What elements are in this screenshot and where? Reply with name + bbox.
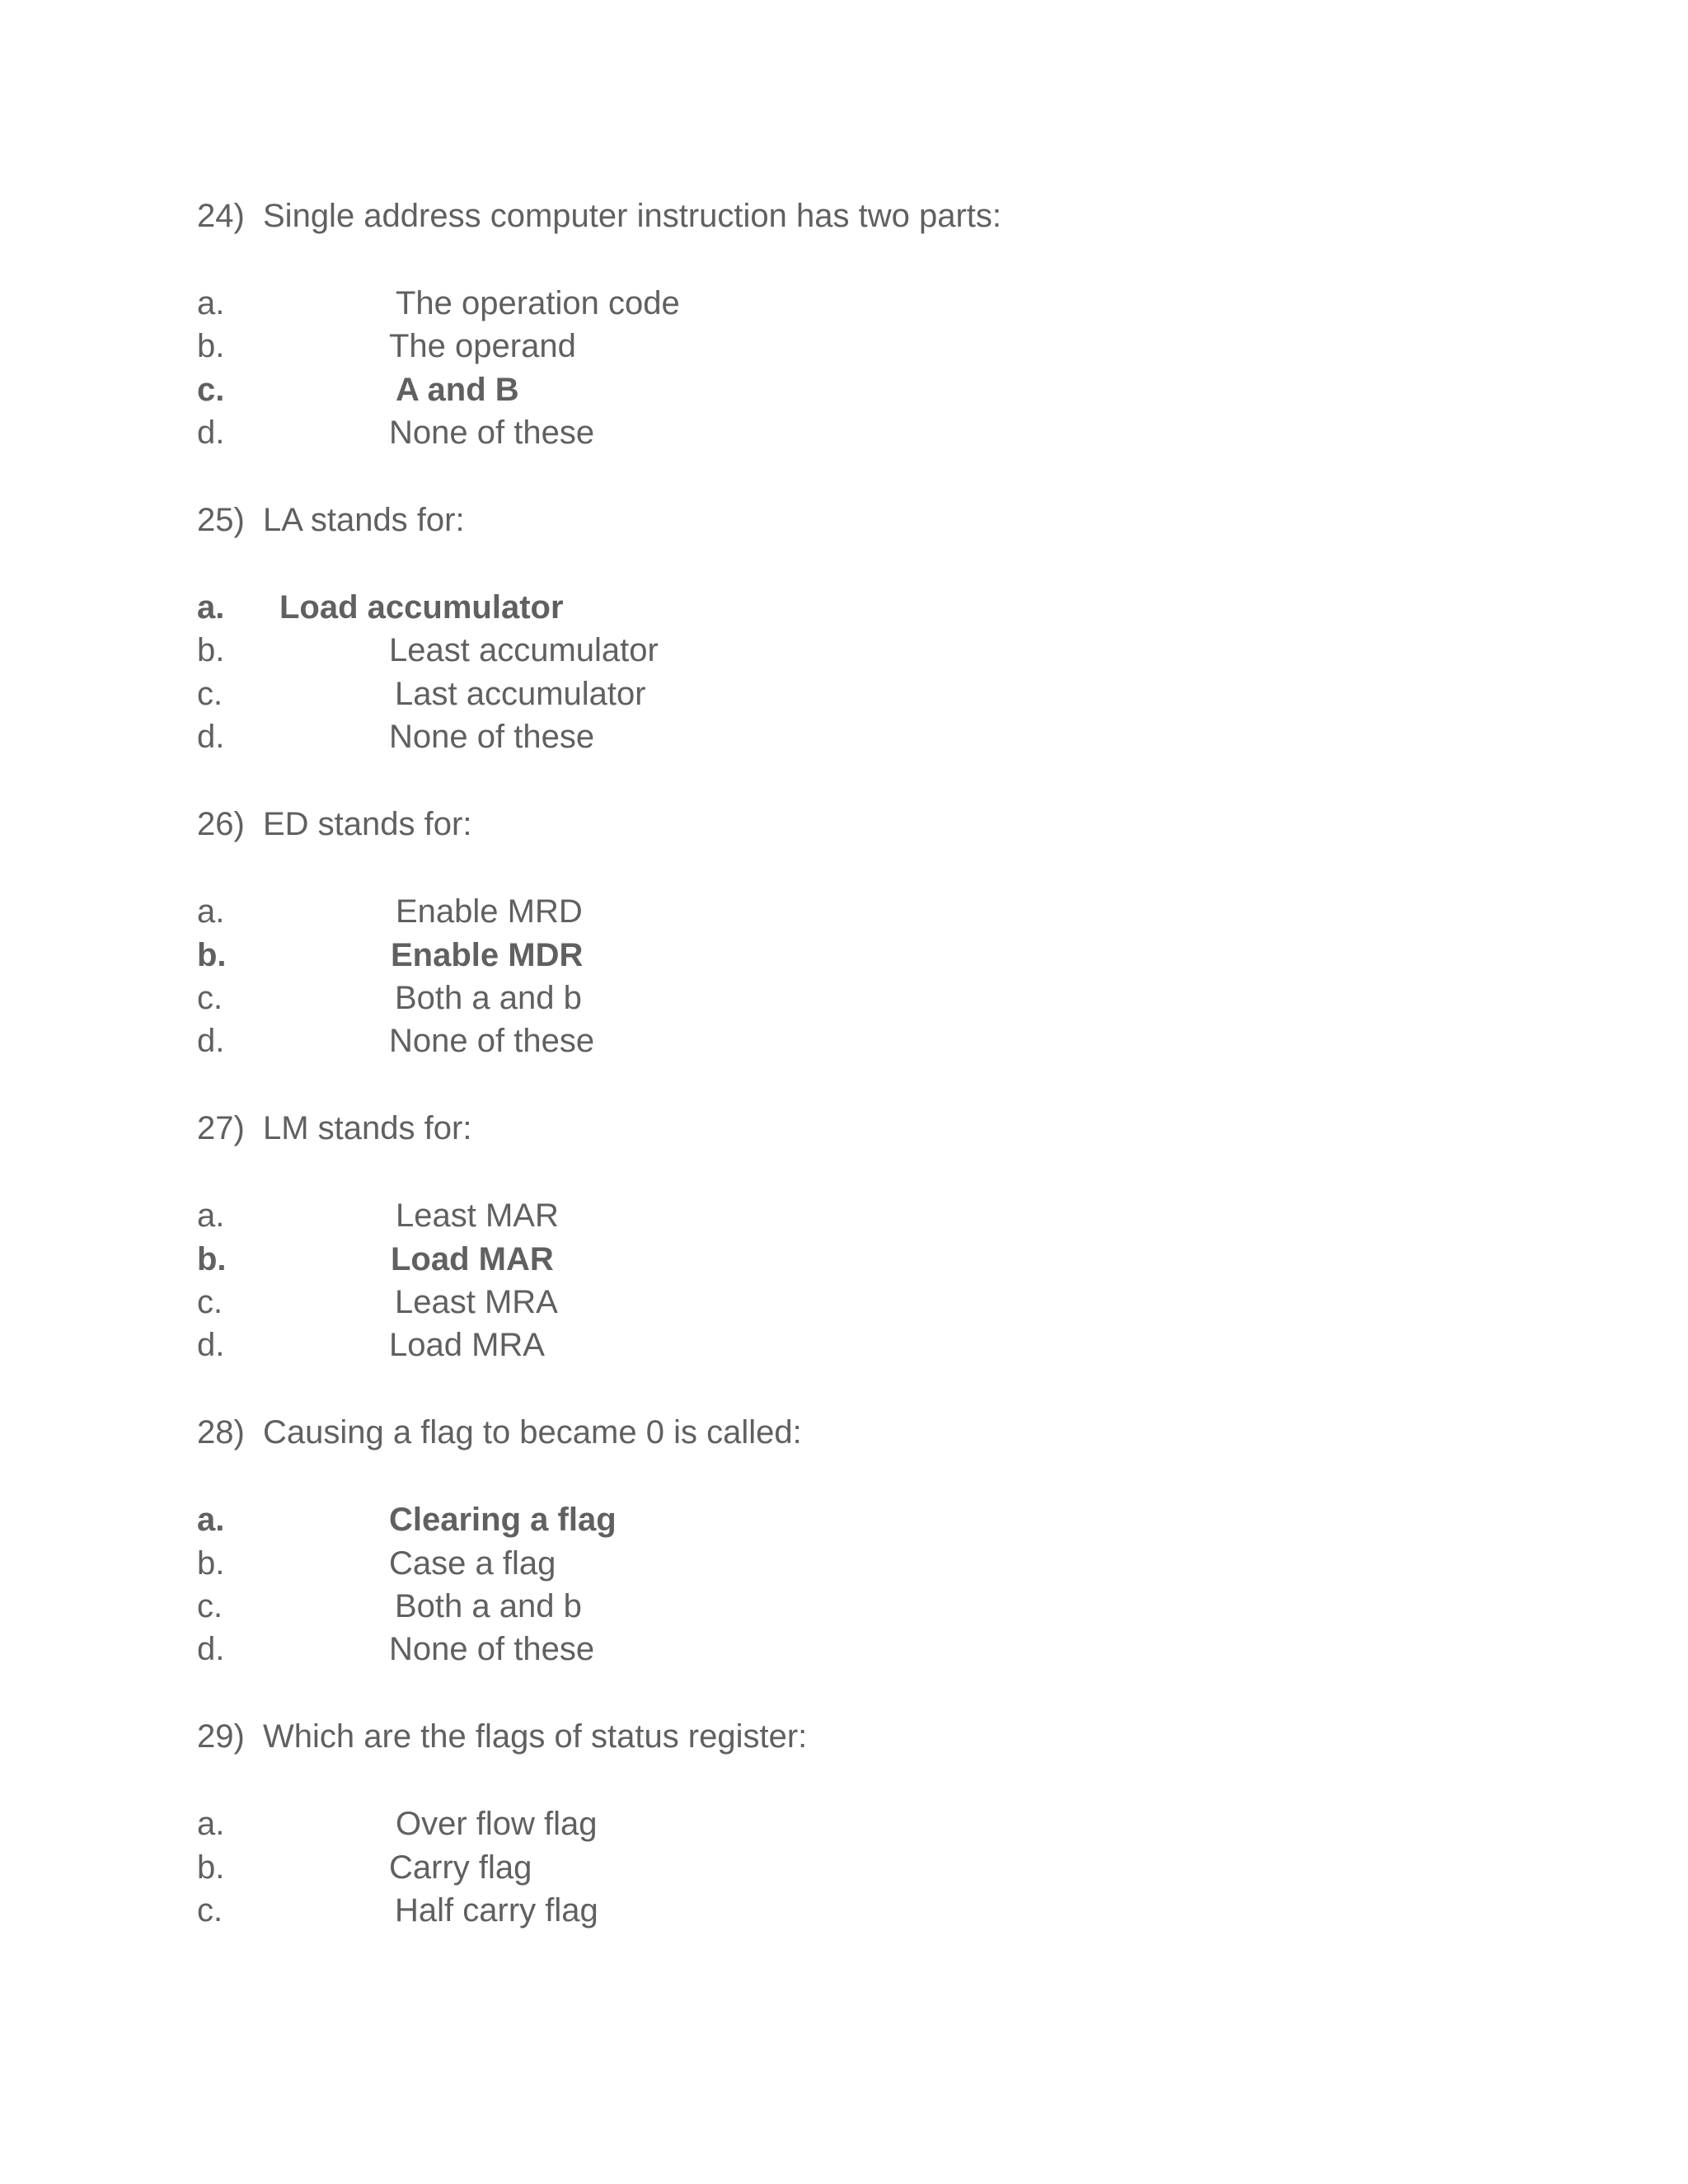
option-letter-correct: c.	[197, 372, 225, 408]
question-number: 27)	[197, 1110, 245, 1146]
question-number: 29)	[197, 1718, 245, 1755]
question-text: ED stands for:	[263, 806, 472, 842]
option-text: None of these	[389, 415, 595, 451]
option-text: Both a and b	[395, 980, 582, 1016]
option-letter: b.	[197, 1849, 225, 1886]
option-text: Least accumulator	[389, 632, 659, 668]
option-text: Both a and b	[395, 1588, 582, 1624]
option-text: Load MRA	[389, 1327, 545, 1363]
option-letter: b.	[197, 328, 225, 364]
option-letter-correct: a.	[197, 1502, 225, 1538]
option-letter: c.	[197, 1892, 223, 1929]
option-text-correct: Clearing a flag	[389, 1502, 617, 1538]
question-number: 28)	[197, 1414, 245, 1451]
option-letter-correct: b.	[197, 937, 227, 973]
option-text: Least MAR	[396, 1197, 559, 1234]
option-letter: d.	[197, 1023, 225, 1059]
option-letter: c.	[197, 1588, 223, 1624]
question-number: 25)	[197, 502, 245, 538]
option-text: Last accumulator	[395, 676, 646, 712]
option-text: The operand	[389, 328, 576, 364]
option-letter: a.	[197, 893, 225, 930]
option-text-correct: Load MAR	[391, 1241, 554, 1277]
option-letter: c.	[197, 1284, 223, 1320]
option-text: Case a flag	[389, 1545, 556, 1582]
question-number: 24)	[197, 198, 245, 234]
option-text: Half carry flag	[395, 1892, 598, 1929]
option-letter: d.	[197, 415, 225, 451]
option-letter: a.	[197, 1197, 225, 1234]
option-letter: d.	[197, 1327, 225, 1363]
option-text: Least MRA	[395, 1284, 558, 1320]
option-letter: a.	[197, 285, 225, 321]
question-number: 26)	[197, 806, 245, 842]
option-text: None of these	[389, 1631, 595, 1667]
option-text-correct: Enable MDR	[391, 937, 584, 973]
option-text: Over flow flag	[396, 1806, 598, 1842]
option-text-correct: Load accumulator	[279, 589, 564, 626]
option-text-correct: A and B	[396, 372, 519, 408]
question-text: Single address computer instruction has two parts:	[263, 198, 1001, 234]
option-letter: c.	[197, 980, 223, 1016]
question-text: Which are the flags of status register:	[263, 1718, 808, 1755]
option-text: Enable MRD	[396, 893, 583, 930]
option-letter: b.	[197, 1545, 225, 1582]
question-text: Causing a flag to became 0 is called:	[263, 1414, 802, 1451]
option-letter: a.	[197, 1806, 225, 1842]
option-letter: d.	[197, 719, 225, 755]
option-letter: c.	[197, 676, 223, 712]
option-text: Carry flag	[389, 1849, 532, 1886]
option-letter-correct: b.	[197, 1241, 227, 1277]
question-text: LM stands for:	[263, 1110, 472, 1146]
option-text: None of these	[389, 719, 595, 755]
option-letter: b.	[197, 632, 225, 668]
option-letter: d.	[197, 1631, 225, 1667]
option-text: The operation code	[396, 285, 680, 321]
question-text: LA stands for:	[263, 502, 465, 538]
option-text: None of these	[389, 1023, 595, 1059]
option-letter-correct: a.	[197, 589, 225, 626]
